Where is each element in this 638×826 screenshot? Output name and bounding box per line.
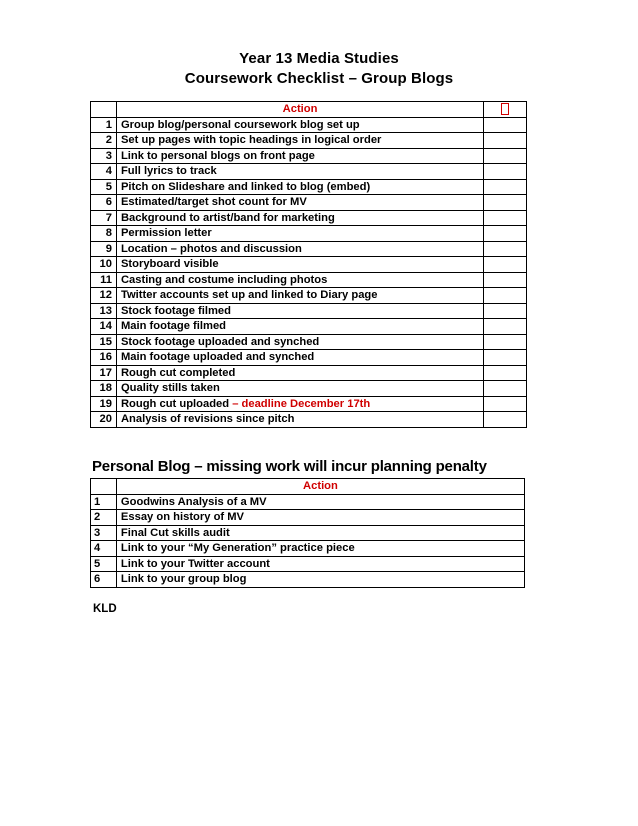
row-number-cell: 6: [91, 195, 117, 211]
row-action-text: Main footage uploaded and synched: [120, 351, 315, 364]
table-row: [91, 381, 527, 397]
row-tick-cell: [484, 179, 527, 195]
header-number-cell: [91, 102, 117, 118]
table-row: [91, 226, 527, 242]
row-action-cell: [116, 381, 483, 397]
row-action-text: Main footage filmed: [120, 320, 226, 333]
table-row: [91, 572, 525, 588]
row-action-text: Background to artist/band for marketing: [120, 211, 335, 224]
row-tick-cell: [484, 381, 527, 397]
row-tick-cell: [484, 288, 527, 304]
row-action-text: Group blog/personal coursework blog set up: [120, 118, 360, 131]
table-row: [91, 396, 527, 412]
row-tick-cell: [484, 117, 527, 133]
row-tick-cell: [484, 226, 527, 242]
row-action-text: Set up pages with topic headings in logical order: [120, 134, 382, 147]
row-tick-cell: [484, 334, 527, 350]
row-action-text: Estimated/target shot count for MV: [120, 196, 307, 209]
table-row: [91, 195, 527, 211]
row-number-cell: 5: [91, 556, 117, 572]
row-action-cell: [116, 334, 483, 350]
row-number-cell: 2: [91, 510, 117, 526]
row-action-cell: [116, 350, 483, 366]
personal-table-header-row: [91, 479, 525, 495]
row-tick-cell: [484, 164, 527, 180]
row-action-text: Permission letter: [120, 227, 212, 240]
row-tick-cell: [484, 350, 527, 366]
row-number-cell: 2: [91, 133, 117, 149]
row-action-cell: [116, 303, 483, 319]
table-row: [91, 117, 527, 133]
checkbox-icon: [501, 103, 509, 115]
row-action-text: Location – photos and discussion: [120, 242, 302, 255]
row-action-text: Storyboard visible: [120, 258, 219, 271]
row-number-cell: 1: [91, 494, 117, 510]
row-tick-cell: [484, 241, 527, 257]
row-action-cell: Link to your group blog: [116, 572, 524, 588]
table-row: [91, 365, 527, 381]
group-table-header-row: [91, 102, 527, 118]
row-tick-cell: [484, 133, 527, 149]
row-number-cell: 15: [91, 334, 117, 350]
row-tick-cell: [484, 303, 527, 319]
row-number-cell: 14: [91, 319, 117, 335]
row-tick-cell: [484, 272, 527, 288]
row-action-cell: [116, 396, 483, 412]
header-action-cell: Action: [116, 102, 483, 118]
personal-blog-heading: Personal Blog – missing work will incur planning penalty: [92, 458, 487, 475]
row-action-cell: Link to your “My Generation” practice piece: [116, 541, 524, 557]
table-row: [91, 257, 527, 273]
row-action-text: Stock footage filmed: [120, 304, 231, 317]
row-action-cell: [116, 319, 483, 335]
row-number-cell: 4: [91, 164, 117, 180]
row-number-cell: 16: [91, 350, 117, 366]
row-action-text: Rough cut uploaded: [120, 397, 230, 410]
row-number-cell: 11: [91, 272, 117, 288]
row-number-cell: 3: [91, 525, 117, 541]
row-action-cell: Final Cut skills audit: [116, 525, 524, 541]
table-row: [91, 148, 527, 164]
row-number-cell: 20: [91, 412, 117, 428]
row-number-cell: 19: [91, 396, 117, 412]
table-row: [91, 412, 527, 428]
table-row: [91, 494, 525, 510]
row-action-cell: [116, 226, 483, 242]
row-number-cell: 13: [91, 303, 117, 319]
row-number-cell: 18: [91, 381, 117, 397]
row-action-text: Twitter accounts set up and linked to Diary page: [120, 289, 378, 302]
row-tick-cell: [484, 195, 527, 211]
row-action-cell: [116, 412, 483, 428]
row-tick-cell: [484, 396, 527, 412]
personal-checklist-table: [90, 478, 525, 588]
row-action-text: Pitch on Slideshare and linked to blog (embed): [120, 180, 371, 193]
table-row: [91, 133, 527, 149]
row-action-text: Rough cut completed: [120, 366, 236, 379]
row-action-text: Casting and costume including photos: [120, 273, 328, 286]
deadline-text: – deadline December 17th: [229, 397, 371, 410]
row-action-cell: [116, 195, 483, 211]
group-checklist-table: [90, 101, 527, 428]
document-subtitle: Coursework Checklist – Group Blogs: [184, 70, 454, 87]
row-action-cell: Goodwins Analysis of a MV: [116, 494, 524, 510]
row-action-text: Analysis of revisions since pitch: [120, 413, 295, 426]
header-tick-cell: [484, 102, 527, 118]
row-number-cell: 4: [91, 541, 117, 557]
row-number-cell: 6: [91, 572, 117, 588]
document-title: Year 13 Media Studies: [239, 50, 399, 67]
table-row: [91, 525, 525, 541]
table-row: [91, 179, 527, 195]
row-action-text: Stock footage uploaded and synched: [120, 335, 320, 348]
table-row: [91, 210, 527, 226]
author-initials: KLD: [93, 603, 117, 615]
row-tick-cell: [484, 319, 527, 335]
row-action-cell: [116, 148, 483, 164]
table-row: [91, 510, 525, 526]
table-row: [91, 164, 527, 180]
table-row: [91, 556, 525, 572]
row-action-cell: [116, 133, 483, 149]
row-action-cell: [116, 365, 483, 381]
row-action-cell: Essay on history of MV: [116, 510, 524, 526]
row-tick-cell: [484, 148, 527, 164]
row-tick-cell: [484, 412, 527, 428]
row-action-cell: [116, 164, 483, 180]
row-action-cell: [116, 117, 483, 133]
row-number-cell: 10: [91, 257, 117, 273]
row-tick-cell: [484, 210, 527, 226]
header-action-cell: Action: [116, 479, 524, 495]
row-action-cell: [116, 241, 483, 257]
row-tick-cell: [484, 365, 527, 381]
row-action-cell: [116, 288, 483, 304]
row-number-cell: 9: [91, 241, 117, 257]
row-number-cell: 7: [91, 210, 117, 226]
row-action-cell: [116, 272, 483, 288]
row-action-cell: Link to your Twitter account: [116, 556, 524, 572]
row-number-cell: 3: [91, 148, 117, 164]
row-action-text: Link to personal blogs on front page: [120, 149, 315, 162]
row-number-cell: 12: [91, 288, 117, 304]
table-row: [91, 303, 527, 319]
row-number-cell: 1: [91, 117, 117, 133]
row-action-cell: [116, 179, 483, 195]
row-action-cell: [116, 257, 483, 273]
table-row: [91, 272, 527, 288]
table-row: [91, 334, 527, 350]
header-number-cell: [91, 479, 117, 495]
row-number-cell: 8: [91, 226, 117, 242]
table-row: [91, 288, 527, 304]
row-action-cell: [116, 210, 483, 226]
row-number-cell: 17: [91, 365, 117, 381]
row-number-cell: 5: [91, 179, 117, 195]
table-row: [91, 241, 527, 257]
table-row: [91, 319, 527, 335]
row-action-text: Full lyrics to track: [120, 165, 217, 178]
row-tick-cell: [484, 257, 527, 273]
table-row: [91, 541, 525, 557]
row-action-text: Quality stills taken: [120, 382, 220, 395]
table-row: [91, 350, 527, 366]
